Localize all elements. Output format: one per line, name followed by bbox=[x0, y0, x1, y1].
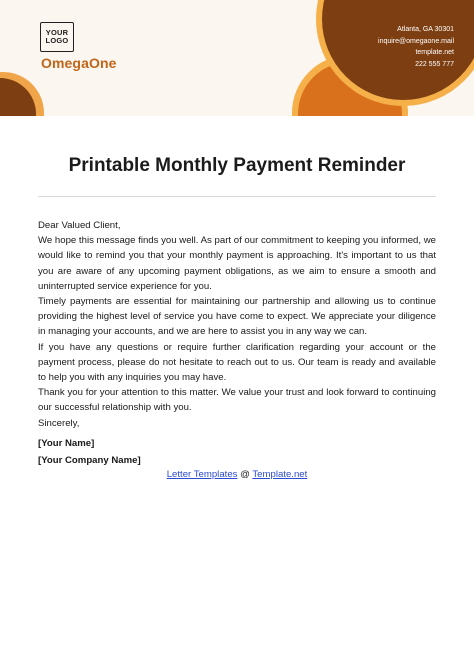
template-net-link[interactable]: Template.net bbox=[252, 469, 308, 480]
signature-company: [Your Company Name] bbox=[38, 455, 141, 466]
contact-address: Atlanta, GA 30301 bbox=[397, 26, 454, 33]
contact-email: inquire@omegaone.mail bbox=[378, 37, 454, 45]
paragraph: Thank you for your attention to this matter. We value your trust and look forward to continuing our successful relationship with you. bbox=[38, 387, 436, 414]
paragraph: Timely payments are essential for maintaining our partnership and allowing us to continue providing the highest level of service you have come to expect. We appreciate your diligence in managing your accounts, and we are here to assist you in any way we can. bbox=[38, 296, 436, 338]
company-name: OmegaOne bbox=[41, 55, 117, 71]
letter-body bbox=[38, 218, 436, 431]
footer bbox=[0, 469, 474, 480]
logo-text-line1: YOUR bbox=[45, 27, 69, 37]
signature-name: [Your Name] bbox=[38, 438, 95, 449]
contact-website: template.net bbox=[415, 49, 454, 56]
contact-info bbox=[378, 24, 454, 70]
letterhead bbox=[0, 0, 474, 116]
logo-text-line2: LOGO bbox=[45, 36, 69, 45]
divider bbox=[38, 196, 436, 197]
letter-templates-link[interactable]: Letter Templates bbox=[166, 469, 238, 480]
document-title: Printable Monthly Payment Reminder bbox=[68, 155, 406, 176]
paragraph: We hope this message finds you well. As part of our commitment to keeping you informed, we would like to remind you that your monthly payment is approaching. It's important to us that you are aware of any upcoming payment obligations, as we aim to ensure a smooth and uninterrupted service experience for you. bbox=[38, 235, 436, 292]
logo-placeholder bbox=[40, 22, 74, 52]
paragraph: If you have any questions or require further clarification regarding your account or the payment process, please do not hesitate to reach out to us. Our team is ready and available to help you with any inquiries you may have. bbox=[38, 341, 436, 384]
closing: Sincerely, bbox=[38, 417, 80, 429]
salutation: Dear Valued Client, bbox=[38, 220, 121, 231]
footer-separator: @ bbox=[237, 469, 253, 480]
contact-phone: 222 555 777 bbox=[415, 60, 454, 68]
